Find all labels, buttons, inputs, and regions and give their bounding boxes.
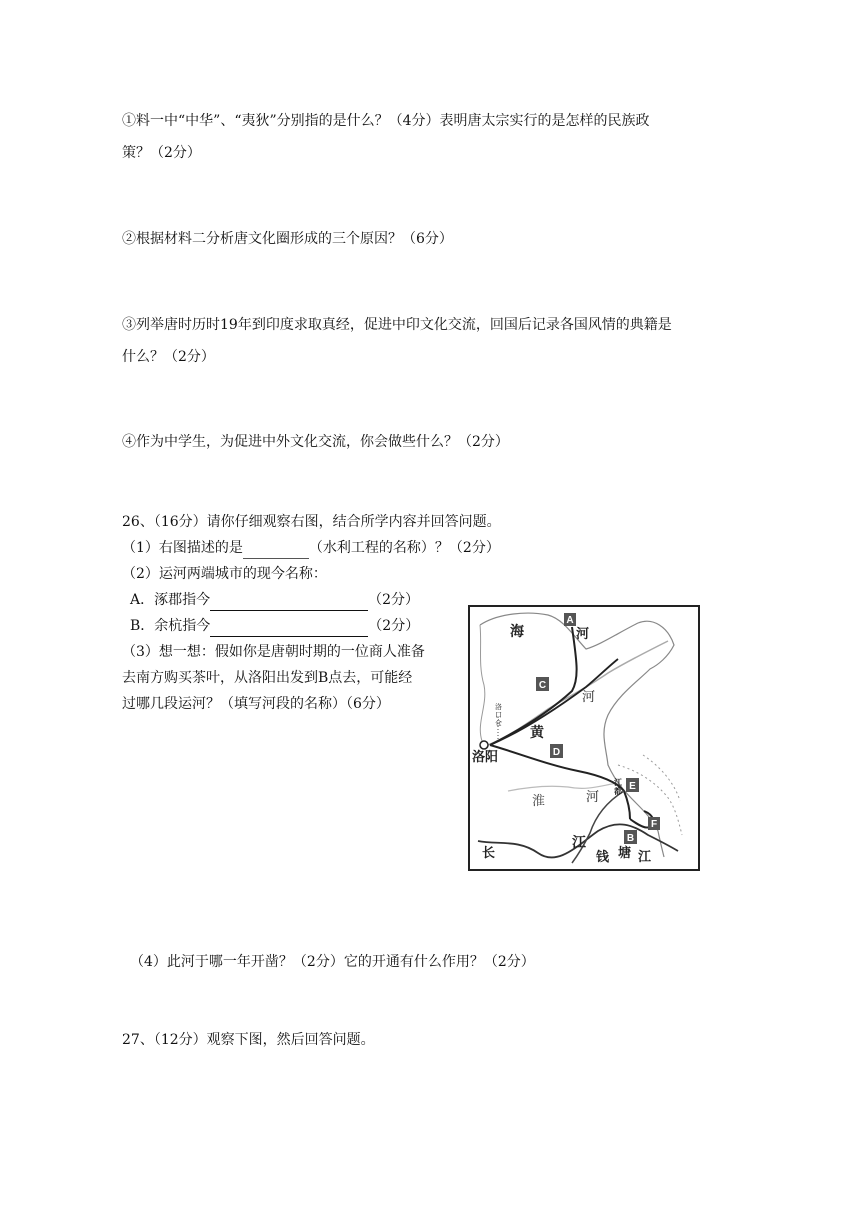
label-jiang2: 江 — [638, 850, 652, 865]
label-chang: 长 — [482, 846, 496, 861]
label-tang: 塘 — [618, 846, 632, 861]
q27-intro: 27、（12分）观察下图，然后回答问题。 — [122, 1032, 375, 1048]
answer-blank-a[interactable] — [210, 590, 368, 611]
q26-part2: （2）运河两端城市的现今名称： — [122, 566, 327, 582]
label-luokou: 洛口仓 — [495, 703, 502, 727]
answer-blank[interactable] — [243, 538, 309, 559]
label-luoyang: 洛阳 — [472, 750, 499, 765]
q25-sub1-line1: ①料一中“中华”、“夷狄”分别指的是什么？（4分）表明唐太宗实行的是怎样的民族政 — [122, 113, 650, 129]
label-qian: 钱 — [596, 850, 610, 865]
q25-sub4: ④作为中学生，为促进中外文化交流，你会做些什么？（2分） — [122, 434, 509, 450]
label-he-mid: 河 — [582, 690, 596, 705]
q26-part1 — [122, 538, 500, 559]
q25-sub2: ②根据材料二分析唐文化圈形成的三个原因？（6分） — [122, 231, 453, 247]
q25-sub3-line2: 什么？（2分） — [122, 349, 215, 365]
q26-intro: 26、（16分）请你仔细观察右图，结合所学内容并回答问题。 — [122, 514, 501, 530]
q26-part-a — [130, 590, 419, 611]
label-huang: 黄 — [530, 725, 544, 741]
q25-sub1-line2: 策？（2分） — [122, 145, 201, 161]
marker-b: B — [626, 833, 635, 844]
marker-f: F — [650, 819, 658, 830]
label-huai: 淮 — [532, 794, 546, 809]
label-jiangdu: 江都 — [614, 777, 622, 796]
marker-d: D — [552, 747, 561, 758]
q26-part1-suffix: （水利工程的名称）？（2分） — [308, 540, 500, 556]
answer-blank-b[interactable] — [210, 616, 368, 637]
label-he-low: 河 — [586, 790, 600, 805]
q26-part3-line1: （3）想一想：假如你是唐朝时期的一位商人准备 — [122, 644, 425, 660]
q26-part-b-prefix: B．余杭指今 — [130, 618, 211, 634]
q26-part-b-suffix: （2分） — [368, 618, 420, 634]
marker-a: A — [566, 615, 574, 626]
luoyang-point — [480, 741, 488, 749]
q26-part1-prefix: （1）右图描述的是 — [122, 540, 243, 556]
q26-part-a-suffix: （2分） — [368, 592, 420, 608]
label-hai: 海 — [510, 624, 524, 640]
q26-part-b — [130, 616, 419, 637]
q26-part4: （4）此河于哪一年开凿？（2分）它的开通有什么作用？（2分） — [130, 954, 535, 970]
q25-sub3-line1: ③列举唐时历时19年到印度求取真经，促进中印文化交流，回国后记录各国风情的典籍是 — [122, 317, 672, 333]
q26-part-a-prefix: A．涿郡指今 — [130, 592, 211, 608]
grand-canal-map — [468, 605, 700, 871]
q26-part3-line3: 过哪几段运河？（填写河段的名称）（6分） — [122, 696, 390, 712]
label-jiang: 江 — [572, 835, 586, 851]
q26-part3-line2: 去南方购买茶叶，从洛阳出发到B点去，可能经 — [122, 670, 413, 686]
label-he-top: 河 — [576, 627, 590, 642]
marker-c: C — [538, 680, 547, 691]
marker-e: E — [629, 781, 636, 792]
